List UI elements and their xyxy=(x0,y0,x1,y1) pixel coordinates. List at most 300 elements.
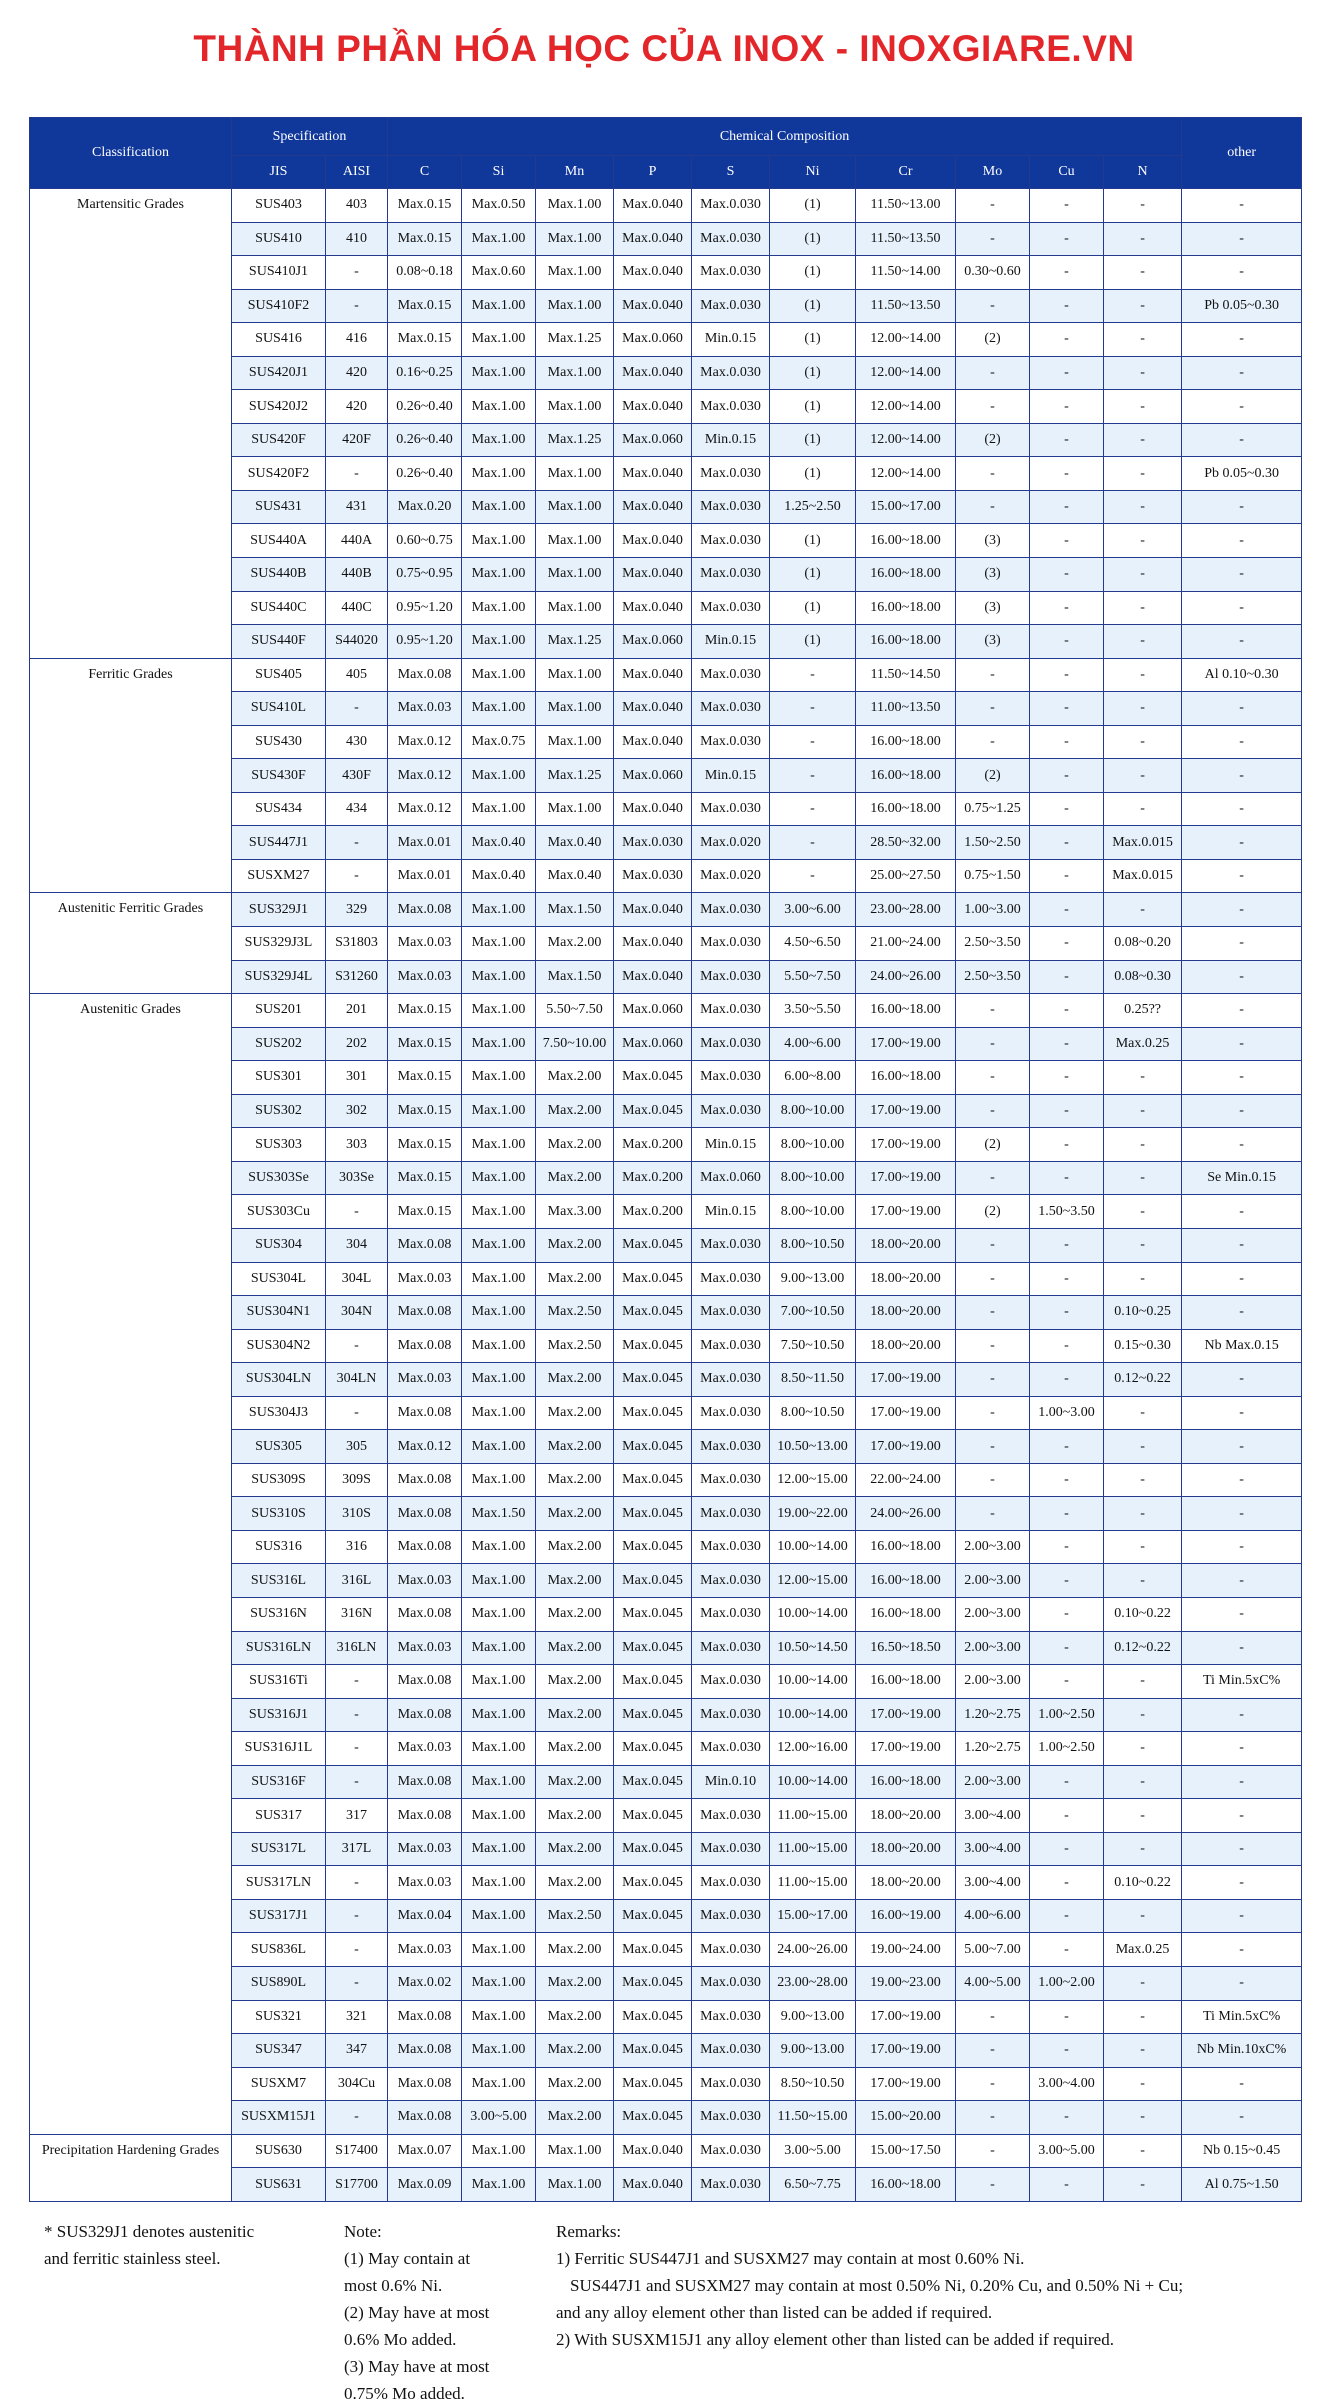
cell-other: - xyxy=(1182,1631,1302,1665)
cell-ni: 3.00~6.00 xyxy=(770,893,856,927)
cell-jis: SUS631 xyxy=(232,2168,326,2202)
cell-ni: 9.00~13.00 xyxy=(770,2000,856,2034)
cell-si: Max.1.00 xyxy=(462,2034,536,2068)
cell-mo: 5.00~7.00 xyxy=(956,1933,1030,1967)
cell-mn: Max.2.00 xyxy=(536,1497,614,1531)
cell-jis: SUS309S xyxy=(232,1463,326,1497)
cell-si: Max.1.00 xyxy=(462,2000,536,2034)
cell-si: Max.1.00 xyxy=(462,692,536,726)
cell-other: - xyxy=(1182,1866,1302,1900)
cell-mo: 2.50~3.50 xyxy=(956,960,1030,994)
cell-p: Max.0.045 xyxy=(614,1363,692,1397)
cell-ni: 10.50~14.50 xyxy=(770,1631,856,1665)
cell-cr: 11.50~13.50 xyxy=(856,289,956,323)
cell-si: Max.1.00 xyxy=(462,222,536,256)
cell-cr: 17.00~19.00 xyxy=(856,1698,956,1732)
cell-cr: 25.00~27.50 xyxy=(856,859,956,893)
specification-header: Specification xyxy=(232,118,388,156)
cell-n: 0.12~0.22 xyxy=(1104,1363,1182,1397)
cell-aisi: 303Se xyxy=(326,1161,388,1195)
cell-mn: Max.2.00 xyxy=(536,1463,614,1497)
cell-c: 0.26~0.40 xyxy=(388,423,462,457)
cell-p: Max.0.045 xyxy=(614,1899,692,1933)
cell-mn: Max.2.00 xyxy=(536,1866,614,1900)
cell-other: - xyxy=(1182,1228,1302,1262)
cell-jis: SUSXM15J1 xyxy=(232,2101,326,2135)
cell-aisi: - xyxy=(326,256,388,290)
cell-p: Max.0.060 xyxy=(614,323,692,357)
cell-n: - xyxy=(1104,222,1182,256)
cell-p: Max.0.045 xyxy=(614,2034,692,2068)
cell-aisi: 420 xyxy=(326,390,388,424)
cell-other: - xyxy=(1182,1832,1302,1866)
cell-cr: 16.00~18.00 xyxy=(856,792,956,826)
cell-other: - xyxy=(1182,1899,1302,1933)
cell-aisi: - xyxy=(326,2101,388,2135)
cell-mn: Max.2.00 xyxy=(536,1665,614,1699)
cell-jis: SUS317 xyxy=(232,1799,326,1833)
cell-s: Max.0.030 xyxy=(692,1396,770,1430)
cell-p: Max.0.040 xyxy=(614,558,692,592)
cell-p: Max.0.040 xyxy=(614,725,692,759)
cell-other: - xyxy=(1182,994,1302,1028)
cell-mo: - xyxy=(956,2067,1030,2101)
cell-n: - xyxy=(1104,2067,1182,2101)
cell-p: Max.0.040 xyxy=(614,2134,692,2168)
cell-mn: Max.2.00 xyxy=(536,1363,614,1397)
cell-n: - xyxy=(1104,1430,1182,1464)
cell-ni: 6.00~8.00 xyxy=(770,1061,856,1095)
cell-mo: - xyxy=(956,2101,1030,2135)
cell-other: - xyxy=(1182,792,1302,826)
cell-n: - xyxy=(1104,189,1182,223)
cell-s: Max.0.030 xyxy=(692,994,770,1028)
cell-p: Max.0.060 xyxy=(614,759,692,793)
cell-mn: Max.1.00 xyxy=(536,692,614,726)
cell-aisi: 405 xyxy=(326,658,388,692)
cell-jis: SUS890L xyxy=(232,1966,326,2000)
cell-c: Max.0.08 xyxy=(388,2101,462,2135)
cell-n: Max.0.015 xyxy=(1104,859,1182,893)
cell-mo: - xyxy=(956,1463,1030,1497)
cell-mn: Max.2.50 xyxy=(536,1296,614,1330)
cell-s: Max.0.030 xyxy=(692,222,770,256)
cell-si: Max.1.00 xyxy=(462,1262,536,1296)
cell-s: Max.0.030 xyxy=(692,490,770,524)
cell-mo: - xyxy=(956,1061,1030,1095)
cell-jis: SUS410F2 xyxy=(232,289,326,323)
cell-p: Max.0.045 xyxy=(614,1497,692,1531)
cell-ni: 23.00~28.00 xyxy=(770,1966,856,2000)
remarks-line: and any alloy element other than listed can be added if required. xyxy=(556,2303,993,2322)
cell-cu: - xyxy=(1030,1094,1104,1128)
cell-si: Max.1.00 xyxy=(462,1966,536,2000)
cell-ni: 15.00~17.00 xyxy=(770,1899,856,1933)
cell-c: Max.0.08 xyxy=(388,2067,462,2101)
cell-cu: - xyxy=(1030,759,1104,793)
cell-aisi: - xyxy=(326,826,388,860)
page-title: THÀNH PHẦN HÓA HỌC CỦA INOX - INOXGIARE.VN xyxy=(193,28,1135,69)
cell-mo: - xyxy=(956,289,1030,323)
cell-si: Max.1.00 xyxy=(462,289,536,323)
cell-aisi: - xyxy=(326,859,388,893)
cell-mn: Max.1.00 xyxy=(536,490,614,524)
cell-p: Max.0.045 xyxy=(614,1832,692,1866)
cell-p: Max.0.040 xyxy=(614,524,692,558)
cell-mn: 7.50~10.00 xyxy=(536,1027,614,1061)
cell-cu: - xyxy=(1030,725,1104,759)
cell-cr: 17.00~19.00 xyxy=(856,1430,956,1464)
cell-aisi: 416 xyxy=(326,323,388,357)
cell-mn: Max.1.50 xyxy=(536,893,614,927)
cell-cu: - xyxy=(1030,1530,1104,1564)
cell-cu: - xyxy=(1030,1497,1104,1531)
cell-other: - xyxy=(1182,960,1302,994)
cell-mo: 0.75~1.25 xyxy=(956,792,1030,826)
cell-cu: - xyxy=(1030,792,1104,826)
cell-s: Max.0.030 xyxy=(692,1463,770,1497)
cell-other: Nb 0.15~0.45 xyxy=(1182,2134,1302,2168)
cell-jis: SUS447J1 xyxy=(232,826,326,860)
cell-mo: 2.00~3.00 xyxy=(956,1530,1030,1564)
cell-n: - xyxy=(1104,2000,1182,2034)
cell-aisi: 309S xyxy=(326,1463,388,1497)
cell-mo: - xyxy=(956,1161,1030,1195)
cell-p: Max.0.040 xyxy=(614,792,692,826)
cell-cu: - xyxy=(1030,1665,1104,1699)
cell-ni: (1) xyxy=(770,423,856,457)
cell-cr: 17.00~19.00 xyxy=(856,2000,956,2034)
cell-cr: 19.00~24.00 xyxy=(856,1933,956,1967)
cell-si: Max.1.00 xyxy=(462,625,536,659)
cell-cr: 16.00~18.00 xyxy=(856,1597,956,1631)
cell-aisi: S17700 xyxy=(326,2168,388,2202)
element-header-n: N xyxy=(1104,156,1182,189)
cell-aisi: 316 xyxy=(326,1530,388,1564)
cell-cu: - xyxy=(1030,222,1104,256)
cell-p: Max.0.045 xyxy=(614,1530,692,1564)
cell-ni: 8.00~10.00 xyxy=(770,1094,856,1128)
cell-cu: 3.00~5.00 xyxy=(1030,2134,1104,2168)
cell-cr: 15.00~17.50 xyxy=(856,2134,956,2168)
cell-c: Max.0.03 xyxy=(388,1832,462,1866)
cell-mn: Max.2.00 xyxy=(536,2034,614,2068)
cell-si: Max.1.00 xyxy=(462,2067,536,2101)
cell-si: Max.1.00 xyxy=(462,1732,536,1766)
cell-cr: 16.00~18.00 xyxy=(856,625,956,659)
cell-c: Max.0.12 xyxy=(388,792,462,826)
cell-c: 0.95~1.20 xyxy=(388,591,462,625)
cell-n: - xyxy=(1104,792,1182,826)
cell-jis: SUS303Cu xyxy=(232,1195,326,1229)
cell-s: Max.0.030 xyxy=(692,189,770,223)
cell-mo: 3.00~4.00 xyxy=(956,1832,1030,1866)
cell-ni: (1) xyxy=(770,289,856,323)
cell-cu: - xyxy=(1030,1363,1104,1397)
cell-n: - xyxy=(1104,423,1182,457)
cell-s: Max.0.030 xyxy=(692,1363,770,1397)
cell-si: Max.1.00 xyxy=(462,1061,536,1095)
note-line: (3) May have at most xyxy=(344,2357,490,2376)
cell-mn: Max.2.00 xyxy=(536,1161,614,1195)
cell-p: Max.0.045 xyxy=(614,1732,692,1766)
cell-cr: 19.00~23.00 xyxy=(856,1966,956,2000)
cell-c: Max.0.12 xyxy=(388,725,462,759)
cell-mn: Max.1.25 xyxy=(536,759,614,793)
cell-mo: 2.00~3.00 xyxy=(956,1631,1030,1665)
cell-mn: 5.50~7.50 xyxy=(536,994,614,1028)
cell-cr: 16.00~18.00 xyxy=(856,1530,956,1564)
cell-jis: SUS305 xyxy=(232,1430,326,1464)
cell-c: Max.0.07 xyxy=(388,2134,462,2168)
cell-jis: SUS430F xyxy=(232,759,326,793)
cell-s: Max.0.030 xyxy=(692,1832,770,1866)
cell-other: Al 0.10~0.30 xyxy=(1182,658,1302,692)
cell-aisi: S44020 xyxy=(326,625,388,659)
cell-si: Max.1.00 xyxy=(462,994,536,1028)
cell-s: Max.0.030 xyxy=(692,2168,770,2202)
cell-n: - xyxy=(1104,1732,1182,1766)
cell-cr: 17.00~19.00 xyxy=(856,1094,956,1128)
cell-n: - xyxy=(1104,625,1182,659)
cell-jis: SUS310S xyxy=(232,1497,326,1531)
cell-p: Max.0.045 xyxy=(614,1262,692,1296)
cell-c: Max.0.15 xyxy=(388,222,462,256)
cell-aisi: - xyxy=(326,1866,388,1900)
cell-aisi: 201 xyxy=(326,994,388,1028)
cell-aisi: - xyxy=(326,1329,388,1363)
cell-jis: SUS420J1 xyxy=(232,356,326,390)
table-body xyxy=(30,189,1302,2202)
cell-aisi: 431 xyxy=(326,490,388,524)
cell-other: - xyxy=(1182,591,1302,625)
cell-si: Max.1.00 xyxy=(462,1631,536,1665)
cell-mo: - xyxy=(956,725,1030,759)
cell-jis: SUS329J4L xyxy=(232,960,326,994)
cell-aisi: - xyxy=(326,1966,388,2000)
cell-cu: - xyxy=(1030,1161,1104,1195)
cell-p: Max.0.045 xyxy=(614,1597,692,1631)
cell-n: Max.0.25 xyxy=(1104,1027,1182,1061)
cell-aisi: 317L xyxy=(326,1832,388,1866)
cell-cu: - xyxy=(1030,591,1104,625)
cell-s: Min.0.15 xyxy=(692,423,770,457)
cell-aisi: - xyxy=(326,1899,388,1933)
cell-mo: - xyxy=(956,1228,1030,1262)
cell-c: Max.0.08 xyxy=(388,893,462,927)
cell-s: Max.0.030 xyxy=(692,1262,770,1296)
cell-cu: - xyxy=(1030,1899,1104,1933)
cell-si: Max.1.00 xyxy=(462,323,536,357)
cell-other: - xyxy=(1182,1094,1302,1128)
cell-p: Max.0.045 xyxy=(614,1933,692,1967)
table-row xyxy=(30,994,1302,1028)
cell-n: - xyxy=(1104,1530,1182,1564)
cell-cr: 17.00~19.00 xyxy=(856,2067,956,2101)
cell-cr: 18.00~20.00 xyxy=(856,1799,956,1833)
cell-cu: - xyxy=(1030,1027,1104,1061)
cell-ni: 24.00~26.00 xyxy=(770,1933,856,1967)
cell-mn: Max.2.00 xyxy=(536,1597,614,1631)
cell-mo: (3) xyxy=(956,591,1030,625)
cell-aisi: 301 xyxy=(326,1061,388,1095)
cell-aisi: S17400 xyxy=(326,2134,388,2168)
cell-p: Max.0.040 xyxy=(614,2168,692,2202)
cell-s: Max.0.030 xyxy=(692,1497,770,1531)
cell-si: Max.1.00 xyxy=(462,2168,536,2202)
cell-c: Max.0.08 xyxy=(388,1497,462,1531)
cell-aisi: - xyxy=(326,1396,388,1430)
cell-cu: - xyxy=(1030,1228,1104,1262)
cell-ni: 8.00~10.50 xyxy=(770,1228,856,1262)
cell-s: Min.0.15 xyxy=(692,759,770,793)
cell-n: - xyxy=(1104,558,1182,592)
cell-p: Max.0.040 xyxy=(614,356,692,390)
cell-s: Max.0.030 xyxy=(692,1665,770,1699)
cell-mn: Max.1.00 xyxy=(536,792,614,826)
cell-mn: Max.2.00 xyxy=(536,1430,614,1464)
cell-aisi: 347 xyxy=(326,2034,388,2068)
cell-cu: - xyxy=(1030,960,1104,994)
cell-si: Max.1.00 xyxy=(462,356,536,390)
cell-mo: (2) xyxy=(956,323,1030,357)
cell-si: Max.1.00 xyxy=(462,1161,536,1195)
cell-aisi: - xyxy=(326,1665,388,1699)
cell-c: Max.0.03 xyxy=(388,960,462,994)
cell-mn: Max.2.00 xyxy=(536,1631,614,1665)
cell-ni: 8.00~10.00 xyxy=(770,1161,856,1195)
cell-cr: 16.00~18.00 xyxy=(856,1765,956,1799)
cell-ni: 19.00~22.00 xyxy=(770,1497,856,1531)
cell-jis: SUS303Se xyxy=(232,1161,326,1195)
cell-s: Max.0.030 xyxy=(692,1597,770,1631)
cell-c: 0.08~0.18 xyxy=(388,256,462,290)
cell-p: Max.0.030 xyxy=(614,859,692,893)
cell-mo: (3) xyxy=(956,558,1030,592)
cell-c: Max.0.08 xyxy=(388,2034,462,2068)
cell-mn: Max.1.25 xyxy=(536,625,614,659)
cell-cu: - xyxy=(1030,356,1104,390)
cell-mn: Max.2.00 xyxy=(536,1698,614,1732)
cell-n: - xyxy=(1104,289,1182,323)
cell-mo: (3) xyxy=(956,625,1030,659)
cell-jis: SUS304J3 xyxy=(232,1396,326,1430)
cell-other: - xyxy=(1182,1463,1302,1497)
cell-ni: 7.50~10.50 xyxy=(770,1329,856,1363)
cell-si: Max.1.00 xyxy=(462,1799,536,1833)
cell-mo: 3.00~4.00 xyxy=(956,1799,1030,1833)
cell-ni: 12.00~15.00 xyxy=(770,1564,856,1598)
cell-cr: 18.00~20.00 xyxy=(856,1832,956,1866)
cell-other: - xyxy=(1182,390,1302,424)
cell-mo: 1.50~2.50 xyxy=(956,826,1030,860)
jis-header: JIS xyxy=(232,156,326,189)
cell-p: Max.0.040 xyxy=(614,927,692,961)
cell-c: Max.0.15 xyxy=(388,994,462,1028)
cell-mn: Max.2.00 xyxy=(536,1933,614,1967)
cell-mn: Max.1.00 xyxy=(536,2134,614,2168)
cell-other: - xyxy=(1182,356,1302,390)
cell-jis: SUS304 xyxy=(232,1228,326,1262)
cell-n: - xyxy=(1104,1463,1182,1497)
footnote-line: and ferritic stainless steel. xyxy=(44,2249,221,2268)
cell-aisi: S31260 xyxy=(326,960,388,994)
cell-s: Max.0.030 xyxy=(692,927,770,961)
cell-s: Max.0.030 xyxy=(692,289,770,323)
cell-ni: 10.50~13.00 xyxy=(770,1430,856,1464)
cell-si: Max.1.00 xyxy=(462,1396,536,1430)
cell-si: Max.1.00 xyxy=(462,960,536,994)
footnote xyxy=(44,2218,254,2272)
cell-other: - xyxy=(1182,725,1302,759)
cell-other: - xyxy=(1182,1262,1302,1296)
cell-mo: - xyxy=(956,189,1030,223)
cell-n: - xyxy=(1104,1832,1182,1866)
cell-ni: 11.00~15.00 xyxy=(770,1799,856,1833)
cell-mn: Max.2.00 xyxy=(536,1530,614,1564)
classification-cell: Martensitic Grades xyxy=(30,189,232,659)
cell-jis: SUS304N1 xyxy=(232,1296,326,1330)
cell-aisi: - xyxy=(326,457,388,491)
table-row xyxy=(30,2134,1302,2168)
cell-cr: 24.00~26.00 xyxy=(856,960,956,994)
cell-other: - xyxy=(1182,1966,1302,2000)
cell-other: - xyxy=(1182,759,1302,793)
cell-ni: (1) xyxy=(770,524,856,558)
cell-aisi: 403 xyxy=(326,189,388,223)
cell-s: Min.0.15 xyxy=(692,1128,770,1162)
cell-mo: 2.00~3.00 xyxy=(956,1665,1030,1699)
cell-cu: - xyxy=(1030,558,1104,592)
cell-n: - xyxy=(1104,2034,1182,2068)
cell-mo: 3.00~4.00 xyxy=(956,1866,1030,1900)
cell-si: Max.1.00 xyxy=(462,1094,536,1128)
cell-p: Max.0.045 xyxy=(614,1866,692,1900)
cell-mn: Max.2.50 xyxy=(536,1329,614,1363)
cell-p: Max.0.200 xyxy=(614,1195,692,1229)
cell-s: Max.0.030 xyxy=(692,1564,770,1598)
cell-cr: 12.00~14.00 xyxy=(856,356,956,390)
cell-n: 0.25?? xyxy=(1104,994,1182,1028)
cell-mo: - xyxy=(956,457,1030,491)
cell-other: - xyxy=(1182,1396,1302,1430)
cell-aisi: 440B xyxy=(326,558,388,592)
cell-mo: 2.00~3.00 xyxy=(956,1765,1030,1799)
cell-cr: 23.00~28.00 xyxy=(856,893,956,927)
cell-aisi: 302 xyxy=(326,1094,388,1128)
cell-p: Max.0.200 xyxy=(614,1161,692,1195)
cell-mn: Max.2.00 xyxy=(536,1832,614,1866)
cell-mo: - xyxy=(956,1329,1030,1363)
cell-aisi: S31803 xyxy=(326,927,388,961)
cell-other: - xyxy=(1182,1799,1302,1833)
chemical-composition-table xyxy=(29,117,1302,2202)
cell-c: 0.60~0.75 xyxy=(388,524,462,558)
cell-jis: SUS316F xyxy=(232,1765,326,1799)
cell-p: Max.0.040 xyxy=(614,189,692,223)
cell-other: - xyxy=(1182,1597,1302,1631)
cell-mn: Max.2.00 xyxy=(536,927,614,961)
cell-si: Max.1.00 xyxy=(462,558,536,592)
cell-c: Max.0.08 xyxy=(388,1765,462,1799)
cell-aisi: 304N xyxy=(326,1296,388,1330)
cell-other: - xyxy=(1182,222,1302,256)
cell-ni: 3.00~5.00 xyxy=(770,2134,856,2168)
cell-jis: SUS316J1 xyxy=(232,1698,326,1732)
cell-other: - xyxy=(1182,2067,1302,2101)
cell-mn: Max.2.00 xyxy=(536,1966,614,2000)
cell-aisi: 316N xyxy=(326,1597,388,1631)
